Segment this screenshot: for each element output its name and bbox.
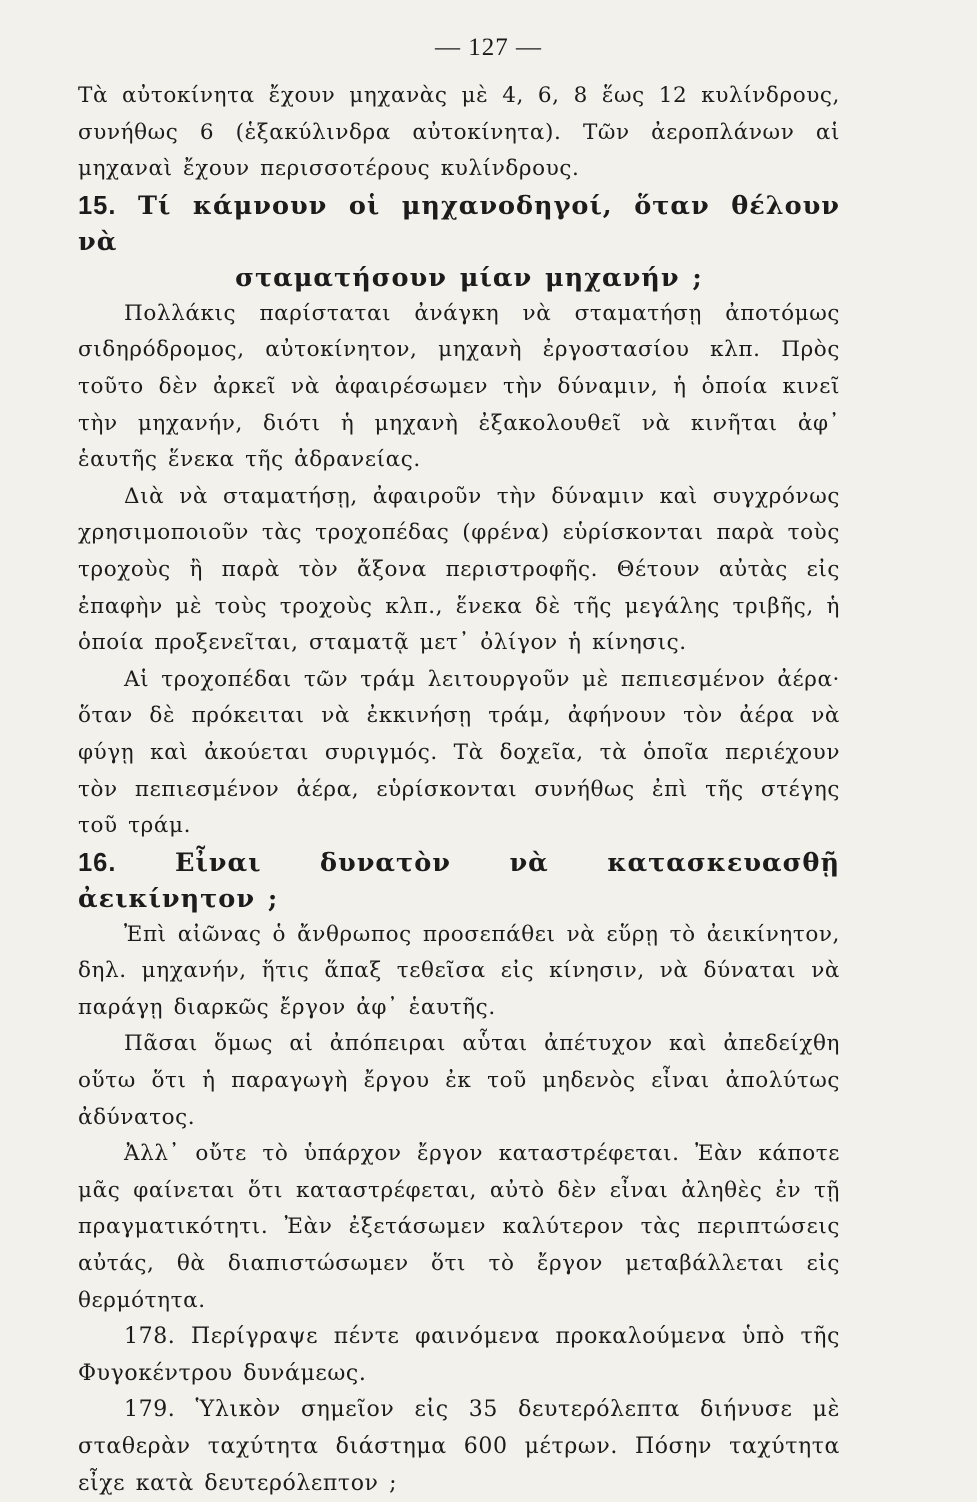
- section-15-number: 15.: [78, 191, 117, 220]
- section-15-paragraph: Αἱ τροχοπέδαι τῶν τράμ λειτουργοῦν μὲ πεπιεσμένον ἀέρα· ὅταν δὲ πρόκειται νὰ ἐκκινήσῃ τράμ, ἀφήνουν τὸν ἀέρα νὰ φύγῃ καὶ ἀκούεται συριγμός. Τὰ δοχεῖα, τὰ ὁποῖα περιέχουν τὸν πεπιεσμένον ἀέρα, εὑρίσκονται συνήθως ἐπὶ τῆς στέγης τοῦ τράμ.: [78, 666, 840, 839]
- section-15-title-line1: Τί κάμνουν οἱ μηχανοδηγοί, ὅταν θέλουν νὰ: [78, 190, 840, 257]
- section-15-paragraph: Διὰ νὰ σταματήσῃ, ἀφαιροῦν τὴν δύναμιν καὶ συγχρόνως χρησιμοποιοῦν τὰς τροχοπέδας (φρένα) εὑρίσκονται παρὰ τοὺς τροχοὺς ἢ παρὰ τὸν ἄξονα περιστροφῆς. Θέτουν αὐτὰς εἰς ἐπαφὴν μὲ τοὺς τροχοὺς κλπ., ἕνεκα δὲ τῆς μεγάλης τριβῆς, ἡ ὁποία προξενεῖται, σταματᾷ μετ᾽ ὀλίγον ἡ κίνησις.: [78, 483, 840, 656]
- section-16-paragraph: Ἀλλ᾽ οὔτε τὸ ὑπάρχον ἔργον καταστρέφεται. Ἐὰν κάποτε μᾶς φαίνεται ὅτι καταστρέφεται, αὐτὸ δὲν εἶναι ἀληθὲς ἐν τῇ πραγματικότητι. Ἐὰν ἐξετάσωμεν καλύτερον τὰς περιπτώσεις αὐτάς, θὰ διαπιστώσωμεν ὅτι τὸ ἔργον μεταβάλλεται εἰς θερμότητα.: [78, 1141, 840, 1313]
- page-body: [78, 78, 840, 1502]
- section-15-title-line2: σταματήσουν μίαν μηχανήν ;: [235, 262, 703, 293]
- section-16-heading: [78, 845, 840, 917]
- section-16-number: 16.: [78, 848, 117, 877]
- section-16-title: Εἶναι δυνατὸν νὰ κατασκευασθῇ ἀεικίνητον ;: [78, 847, 840, 914]
- exercise-178: 178. Περίγραψε πέντε φαινόμενα προκαλούμενα ὑπὸ τῆς Φυγοκέντρου δυνάμεως.: [78, 1324, 840, 1386]
- intro-paragraph: Τὰ αὐτοκίνητα ἔχουν μηχανὰς μὲ 4, 6, 8 ἕως 12 κυλίνδρους, συνήθως 6 (ἑξακύλινδρα αὐτοκίνητα). Τῶν ἀεροπλάνων αἱ μηχαναὶ ἔχουν περισσοτέρους κυλίνδρους.: [78, 83, 840, 182]
- page-number: — 127 —: [435, 34, 542, 61]
- section-15-heading: [78, 188, 840, 296]
- exercise-179: 179. Ὑλικὸν σημεῖον εἰς 35 δευτερόλεπτα διήνυσε μὲ σταθερὰν ταχύτητα διάστημα 600 μέτρων. Πόσην ταχύτητα εἶχε κατὰ δευτερόλεπτον ;: [78, 1397, 840, 1496]
- section-15-paragraph: Πολλάκις παρίσταται ἀνάγκη νὰ σταματήσῃ ἀποτόμως σιδηρόδρομος, αὐτοκίνητον, μηχανὴ ἐργοστασίου κλπ. Πρὸς τοῦτο δὲν ἀρκεῖ νὰ ἀφαιρέσωμεν τὴν δύναμιν, ἡ ὁποία κινεῖ τὴν μηχανήν, διότι ἡ μηχανὴ ἐξακολουθεῖ νὰ κινῆται ἀφ᾽ ἑαυτῆς ἕνεκα τῆς ἀδρανείας.: [78, 300, 840, 473]
- section-16-paragraph: Ἐπὶ αἰῶνας ὁ ἄνθρωπος προσεπάθει νὰ εὕρῃ τὸ ἀεικίνητον, δηλ. μηχανήν, ἥτις ἅπαξ τεθεῖσα εἰς κίνησιν, νὰ δύναται νὰ παράγῃ διαρκῶς ἔργον ἀφ᾽ ἑαυτῆς.: [78, 921, 840, 1020]
- section-16-paragraph: Πᾶσαι ὅμως αἱ ἀπόπειραι αὗται ἀπέτυχον καὶ ἀπεδείχθη οὕτω ὅτι ἡ παραγωγὴ ἔργου ἐκ τοῦ μηδενὸς εἶναι ἀπολύτως ἀδύνατος.: [78, 1031, 840, 1130]
